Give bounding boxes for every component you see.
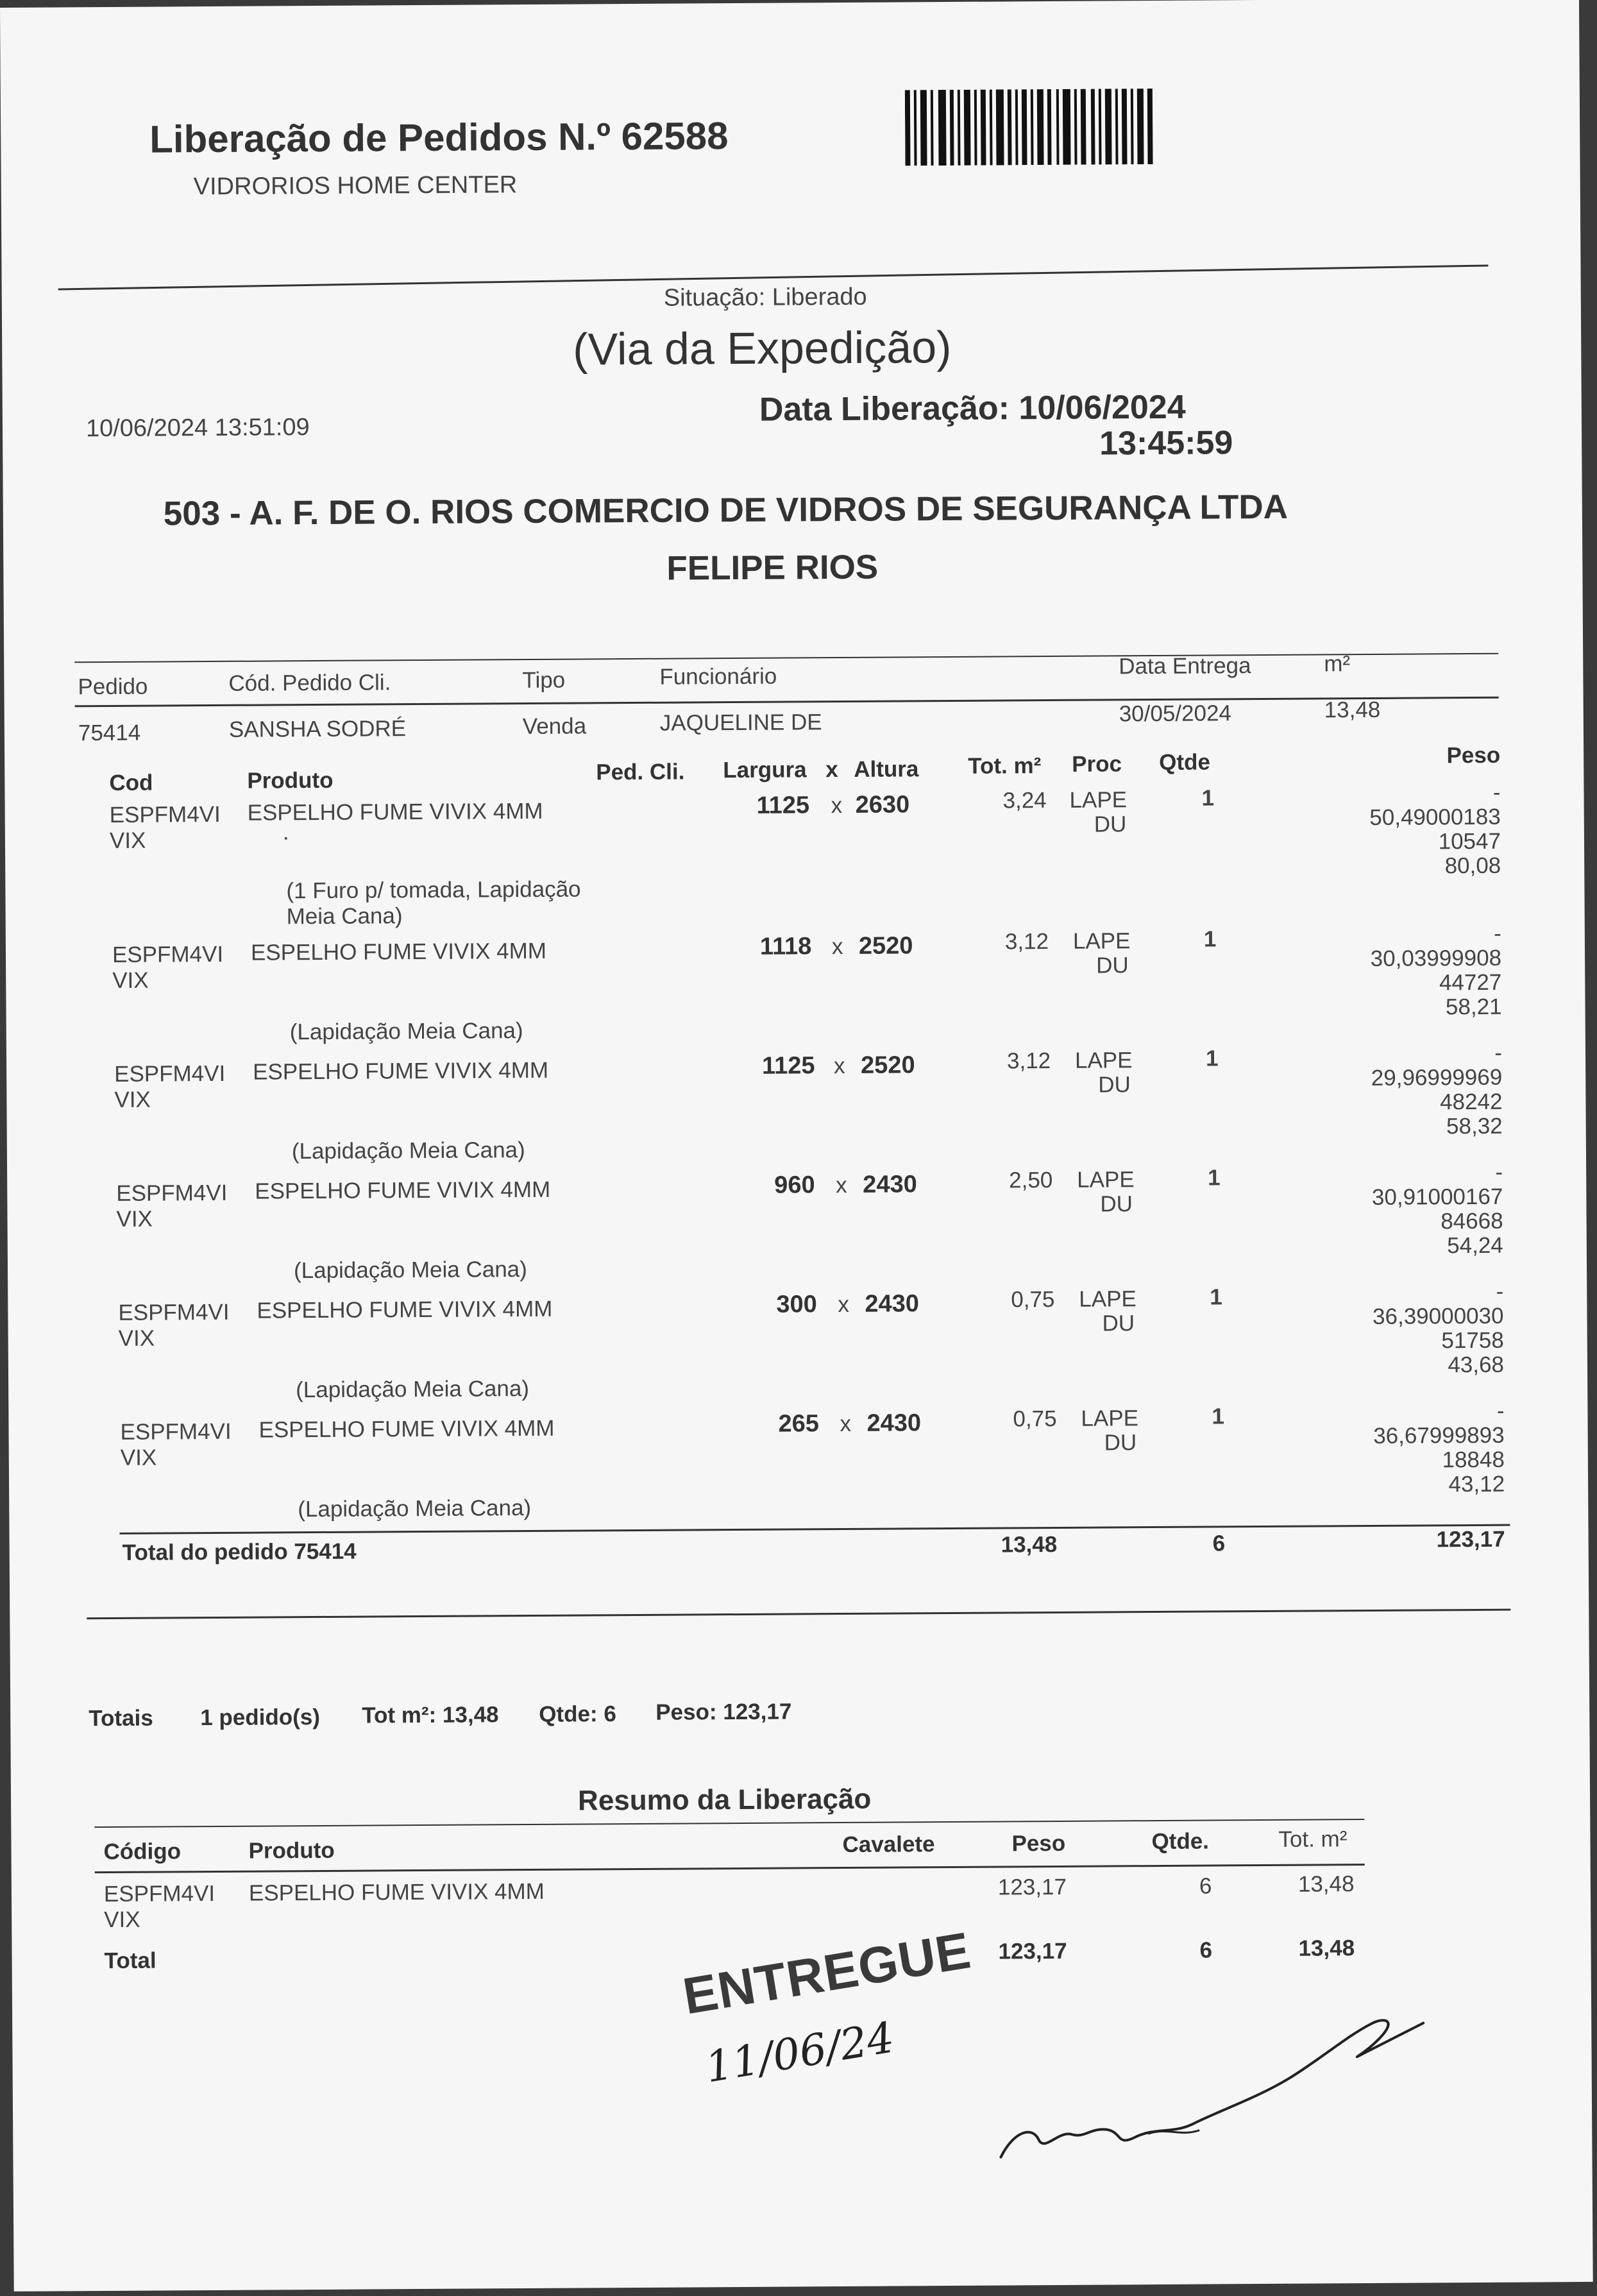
item-obs: (Lapidação Meia Cana) xyxy=(293,1257,527,1284)
item-times: x xyxy=(838,1291,849,1318)
item-qty: 1 xyxy=(1201,785,1215,811)
item-tot-m2: 0,75 xyxy=(1013,1406,1057,1432)
item-cod-suffix: VIX xyxy=(118,1325,155,1351)
summary-row-peso: 123,17 xyxy=(997,1874,1067,1900)
items-col-tot-m2: Tot. m² xyxy=(968,753,1042,779)
item-proc: LAPE xyxy=(1081,1406,1139,1431)
items-col-cod: Cod xyxy=(109,770,153,795)
items-col-peso: Peso xyxy=(1446,742,1501,769)
item-times: x xyxy=(831,933,843,960)
totals-orders: 1 pedido(s) xyxy=(200,1705,321,1731)
item-weight-dash: - xyxy=(1494,921,1501,946)
item-product: ESPELHO FUME VIVIX 4MM xyxy=(258,1415,555,1443)
item-proc-cont: DU xyxy=(1100,1191,1133,1217)
item-qty: 1 xyxy=(1212,1404,1225,1429)
item-cod-suffix: VIX xyxy=(112,967,149,993)
signature xyxy=(987,2000,1431,2170)
summary-total-tot-m2: 13,48 xyxy=(1298,1935,1355,1961)
section-divider xyxy=(87,1609,1510,1620)
summary-top-line xyxy=(94,1819,1364,1828)
item-weight-ratio-cont: 44727 xyxy=(1439,969,1502,996)
summary-total-peso: 123,17 xyxy=(998,1938,1067,1964)
customer-contact: FELIPE RIOS xyxy=(666,548,879,588)
item-proc: LAPE xyxy=(1077,1167,1135,1193)
item-weight-dash: - xyxy=(1496,1398,1505,1424)
item-height: 2430 xyxy=(863,1171,917,1198)
item-height: 2430 xyxy=(865,1290,920,1318)
item-obs-cont: Meia Cana) xyxy=(286,903,403,930)
order-total-label: Total do pedido 75414 xyxy=(122,1538,357,1565)
stamp-date: 11/06/24 xyxy=(702,2012,898,2093)
item-proc-cont: DU xyxy=(1094,812,1127,837)
totals-label: Totais xyxy=(89,1705,153,1731)
item-proc: LAPE xyxy=(1079,1286,1136,1312)
item-height: 2520 xyxy=(860,1051,915,1079)
item-weight-ratio: 29,96999969 xyxy=(1371,1064,1503,1091)
order-total-qty: 6 xyxy=(1212,1531,1226,1556)
item-product: ESPELHO FUME VIVIX 4MM xyxy=(255,1177,551,1204)
order-table-header-line xyxy=(75,697,1499,708)
summary-row-codigo: ESPFM4VI xyxy=(103,1881,215,1907)
item-weight-ratio-cont: 18848 xyxy=(1442,1447,1505,1473)
item-proc: LAPE xyxy=(1074,1048,1133,1073)
item-weight: 58,21 xyxy=(1445,994,1502,1020)
item-weight-ratio: 50,49000183 xyxy=(1369,804,1501,830)
item-width: 1125 xyxy=(761,1052,815,1080)
item-product: ESPELHO FUME VIVIX 4MM xyxy=(247,798,543,826)
item-times: x xyxy=(831,793,843,819)
item-weight-dash: - xyxy=(1495,1159,1503,1185)
item-cod: ESPFM4VI xyxy=(112,941,224,967)
order-delivery-date: 30/05/2024 xyxy=(1119,701,1232,727)
summary-col-codigo: Código xyxy=(103,1839,182,1865)
col-data-entrega: Data Entrega xyxy=(1119,653,1251,679)
item-cod-suffix: VIX xyxy=(114,1087,151,1112)
item-cod: ESPFM4VI xyxy=(118,1299,230,1325)
item-product: ESPELHO FUME VIVIX 4MM xyxy=(253,1057,549,1085)
item-proc-cont: DU xyxy=(1102,1311,1135,1336)
item-cod: ESPFM4VI xyxy=(116,1180,228,1206)
item-qty: 1 xyxy=(1205,1046,1219,1071)
summary-col-produto: Produto xyxy=(248,1837,335,1864)
item-tot-m2: 0,75 xyxy=(1011,1286,1055,1313)
item-cod-suffix: VIX xyxy=(120,1445,157,1470)
item-weight-ratio: 36,39000030 xyxy=(1372,1303,1504,1329)
summary-row-produto: ESPELHO FUME VIVIX 4MM xyxy=(248,1878,545,1906)
item-obs: (Lapidação Meia Cana) xyxy=(289,1018,523,1045)
summary-col-cavalete: Cavalete xyxy=(842,1832,935,1858)
col-tipo: Tipo xyxy=(522,667,566,693)
item-weight-ratio-cont: 51758 xyxy=(1441,1327,1504,1354)
item-product: ESPELHO FUME VIVIX 4MM xyxy=(257,1296,553,1323)
item-weight: 80,08 xyxy=(1444,853,1501,879)
item-obs: (1 Furo p/ tomada, Lapidação xyxy=(286,876,581,904)
items-col-ped-cli: Ped. Cli. xyxy=(596,759,685,785)
copy-type-heading: (Via da Expedição) xyxy=(573,321,952,375)
col-m2: m² xyxy=(1324,651,1351,677)
company-name: VIDRORIOS HOME CENTER xyxy=(193,171,518,201)
item-height: 2630 xyxy=(855,791,910,819)
item-weight-ratio: 30,91000167 xyxy=(1371,1184,1503,1210)
item-proc: LAPE xyxy=(1069,787,1128,813)
item-tot-m2: 2,50 xyxy=(1009,1168,1053,1193)
items-col-proc: Proc xyxy=(1072,751,1122,777)
item-obs: (Lapidação Meia Cana) xyxy=(291,1137,525,1164)
summary-row-codigo-suffix: VIX xyxy=(104,1907,140,1933)
item-proc: LAPE xyxy=(1072,928,1131,954)
order-number: 75414 xyxy=(78,720,141,746)
col-pedido: Pedido xyxy=(78,674,148,700)
items-col-qtde: Qtde xyxy=(1159,749,1211,775)
list-item xyxy=(8,1398,1588,1527)
item-weight: 54,24 xyxy=(1447,1232,1503,1259)
item-width: 1125 xyxy=(756,792,810,819)
summary-col-tot-m2: Tot. m² xyxy=(1278,1826,1348,1852)
item-qty: 1 xyxy=(1210,1284,1222,1310)
item-obs: (Lapidação Meia Cana) xyxy=(296,1376,530,1403)
list-item xyxy=(6,1040,1586,1169)
order-m2: 13,48 xyxy=(1324,697,1381,723)
item-times: x xyxy=(836,1172,847,1198)
order-employee: JAQUELINE DE xyxy=(659,710,822,736)
summary-col-peso: Peso xyxy=(1011,1830,1066,1857)
summary-title: Resumo da Liberação xyxy=(577,1783,872,1817)
document-title: Liberação de Pedidos N.º 62588 xyxy=(149,114,729,161)
item-weight-ratio-cont: 10547 xyxy=(1438,828,1501,855)
item-weight-dash: - xyxy=(1492,779,1501,805)
release-date-label: Data Liberação: 10/06/2024 xyxy=(759,388,1186,429)
item-width: 300 xyxy=(776,1291,817,1318)
col-cod-pedido-cli: Cód. Pedido Cli. xyxy=(228,670,391,696)
release-time: 13:45:59 xyxy=(1099,424,1233,463)
list-item xyxy=(8,1279,1587,1407)
list-item xyxy=(7,1159,1587,1288)
list-item xyxy=(6,921,1585,1050)
delivered-stamp: ENTREGUE xyxy=(679,1921,975,2025)
item-weight-dash: - xyxy=(1496,1279,1504,1304)
item-weight: 43,12 xyxy=(1448,1471,1505,1497)
item-extra: · xyxy=(282,824,290,850)
items-col-altura: Altura xyxy=(854,756,919,782)
summary-header-line xyxy=(95,1864,1365,1873)
totals-qty: Qtde: 6 xyxy=(539,1701,616,1727)
items-col-produto: Produto xyxy=(247,767,334,794)
item-cod-suffix: VIX xyxy=(116,1206,153,1232)
items-col-x: x xyxy=(825,757,838,783)
col-funcionario: Funcionário xyxy=(659,663,777,690)
summary-total-qtde: 6 xyxy=(1199,1937,1213,1963)
item-cod: ESPFM4VI xyxy=(120,1418,232,1445)
item-cod: ESPFM4VI xyxy=(114,1060,226,1087)
item-product: ESPELHO FUME VIVIX 4MM xyxy=(250,938,547,965)
item-cod-suffix: VIX xyxy=(109,828,146,853)
item-proc-cont: DU xyxy=(1096,953,1129,978)
item-width: 1118 xyxy=(759,933,812,960)
customer-name: 503 - A. F. DE O. RIOS COMERCIO DE VIDROS DE SEGURANÇA LTDA xyxy=(163,488,1289,533)
item-width: 265 xyxy=(778,1410,820,1438)
item-weight-ratio: 30,03999908 xyxy=(1370,945,1502,971)
totals-m2: Tot m²: 13,48 xyxy=(362,1702,499,1728)
summary-row-qtde: 6 xyxy=(1199,1873,1212,1899)
item-proc-cont: DU xyxy=(1104,1430,1137,1456)
item-tot-m2: 3,24 xyxy=(1002,788,1047,813)
order-table-top-line xyxy=(74,653,1498,663)
item-weight-dash: - xyxy=(1494,1040,1503,1066)
summary-col-qtde: Qtde. xyxy=(1151,1828,1210,1855)
item-height: 2520 xyxy=(858,932,913,960)
item-cod: ESPFM4VI xyxy=(109,801,221,828)
item-weight: 58,32 xyxy=(1446,1113,1503,1139)
item-weight-ratio-cont: 48242 xyxy=(1440,1089,1503,1115)
item-times: x xyxy=(833,1053,845,1079)
item-weight-ratio: 36,67999893 xyxy=(1373,1422,1505,1449)
item-height: 2430 xyxy=(866,1409,922,1437)
item-times: x xyxy=(840,1411,852,1437)
order-client-code: SANSHA SODRÉ xyxy=(228,716,407,742)
status-text: Situação: Liberado xyxy=(663,283,867,312)
barcode xyxy=(905,89,1156,166)
items-col-largura: Largura xyxy=(723,757,807,783)
item-width: 960 xyxy=(774,1171,815,1199)
item-qty: 1 xyxy=(1203,926,1217,952)
totals-weight: Peso: 123,17 xyxy=(655,1699,792,1725)
order-total-line xyxy=(120,1524,1510,1535)
print-timestamp: 10/06/2024 13:51:09 xyxy=(85,414,310,443)
order-total-m2: 13,48 xyxy=(1001,1531,1058,1558)
item-weight-ratio-cont: 84668 xyxy=(1441,1208,1503,1234)
item-obs: (Lapidação Meia Cana) xyxy=(298,1495,532,1522)
order-type: Venda xyxy=(522,713,587,740)
summary-row-tot-m2: 13,48 xyxy=(1297,1871,1355,1897)
item-proc-cont: DU xyxy=(1098,1072,1131,1098)
item-tot-m2: 3,12 xyxy=(1006,1048,1051,1074)
summary-total-label: Total xyxy=(104,1948,156,1974)
item-tot-m2: 3,12 xyxy=(1004,929,1049,955)
item-weight: 43,68 xyxy=(1448,1352,1505,1378)
order-total-weight: 123,17 xyxy=(1436,1526,1505,1552)
item-qty: 1 xyxy=(1208,1165,1221,1191)
